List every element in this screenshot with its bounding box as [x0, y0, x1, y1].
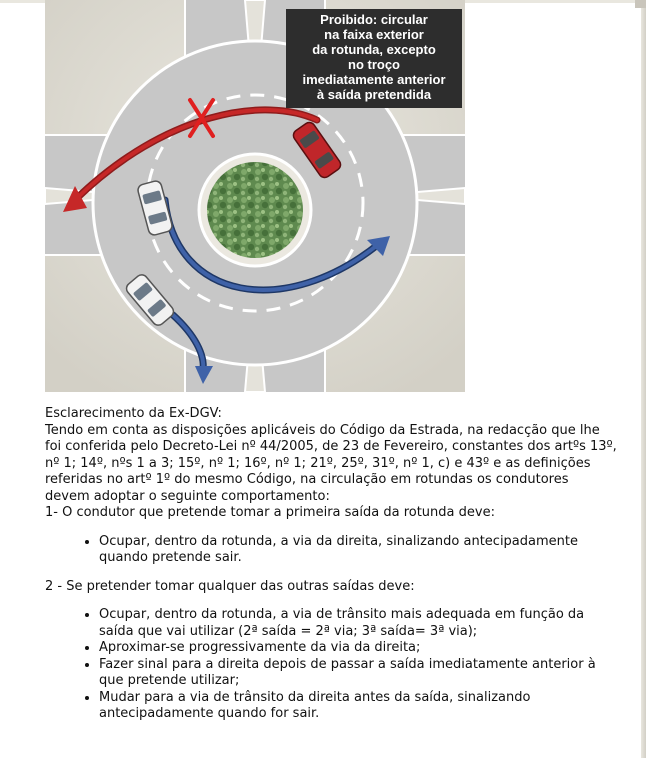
- callout-line: à saída pretendida: [316, 87, 432, 102]
- list-item-line: Ocupar, dentro da rotunda, a via da direita, sinalizando antecipadamente: [99, 533, 578, 549]
- list-item: [99, 607, 625, 640]
- rule1-heading: 1- O condutor que pretende tomar a primeira saída da rotunda deve:: [45, 505, 495, 520]
- rule1-list: [45, 534, 625, 567]
- intro-line: Tendo em conta as disposições aplicáveis do Código da Estrada, na redacção que lhe: [45, 422, 600, 438]
- list-item: [99, 534, 625, 567]
- list-item: [99, 690, 625, 723]
- intro-line: devem adoptar o seguinte comportamento:: [45, 488, 330, 504]
- list-item-line: Mudar para a via de trânsito da direita antes da saída, sinalizando: [99, 689, 531, 705]
- list-item-line: Fazer sinal para a direita depois de passar a saída imediatamente anterior à: [99, 656, 596, 672]
- intro-line: nº 1; 14º, nºs 1 a 3; 15º, nº 1; 16º, nº 1; 21º, 25º, 31º, nº 1, c) e 43º e as definições: [45, 455, 591, 471]
- rule2-heading: 2 - Se pretender tomar qualquer das outras saídas deve:: [45, 578, 415, 594]
- list-item-line: Aproximar-se progressivamente da via da direita;: [99, 640, 421, 655]
- list-item: [99, 640, 625, 657]
- rule2-list: [45, 607, 625, 723]
- list-item-line: antecipadamente quando for sair.: [99, 706, 320, 721]
- list-item-line: que pretende utilizar;: [99, 673, 240, 688]
- callout-line: Proibido: circular: [320, 12, 428, 27]
- intro-paragraph: [45, 406, 625, 505]
- explanation-text: [45, 406, 625, 735]
- intro-line: foi conferida pelo Decreto-Lei nº 44/2005, de 23 de Fevereiro, constantes dos artºs 13º,: [45, 439, 617, 454]
- intro-line: referidas no artº 1º do mesmo Código, na circulação em rotundas os condutores: [45, 472, 569, 487]
- intro-line: Esclarecimento da Ex-DGV:: [45, 406, 222, 421]
- callout-line: imediatamente anterior: [302, 72, 446, 87]
- list-item-line: quando pretende sair.: [99, 550, 242, 565]
- central-island-foliage: [207, 162, 303, 258]
- list-item-line: Ocupar, dentro da rotunda, a via de trânsito mais adequada em função da: [99, 607, 585, 622]
- window-frame-right: [641, 0, 646, 758]
- list-item-line: saída que vai utilizar (2ª saída = 2ª via; 3ª saída= 3ª via);: [99, 623, 478, 639]
- list-item: [99, 657, 625, 690]
- callout-line: no troço: [348, 57, 400, 72]
- prohibited-callout: [286, 9, 462, 108]
- callout-line: da rotunda, excepto: [312, 42, 436, 57]
- window-frame-corner: [635, 0, 646, 8]
- callout-line: na faixa exterior: [324, 27, 424, 42]
